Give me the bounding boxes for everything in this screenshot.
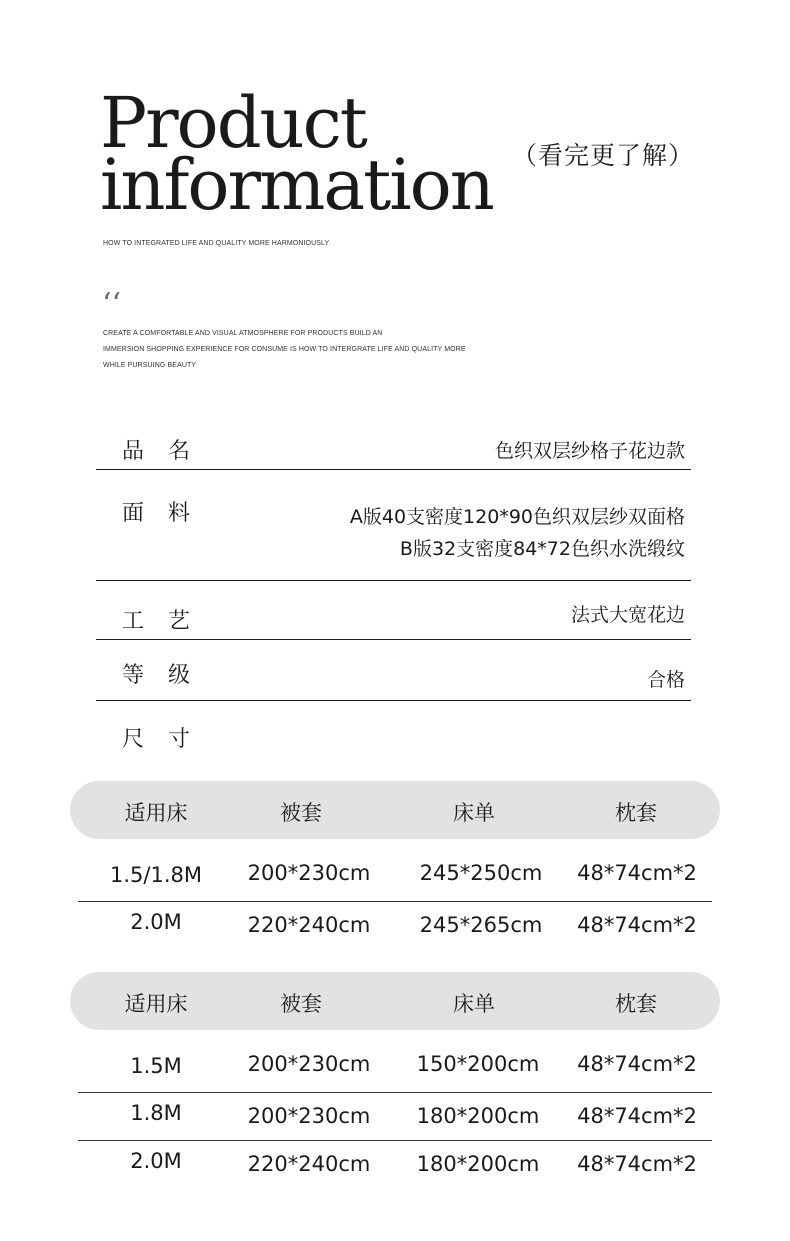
- table-cell: 2.0M: [130, 910, 182, 934]
- divider: [96, 700, 691, 701]
- spec-value-fabric-b: B版32支密度84*72色织水洗缎纹: [399, 538, 685, 560]
- spec-label-craft: 工艺: [122, 609, 215, 634]
- quote-mark-icon: ‘‘: [102, 287, 122, 322]
- spec-label-grade: 等级: [122, 663, 215, 688]
- description-line-3: WHILE PURSUING BEAUTY: [103, 362, 197, 369]
- table-cell: 48*74cm*2: [577, 1152, 697, 1176]
- table-cell: 150*200cm: [416, 1052, 540, 1076]
- table-header-bed: 适用床: [124, 801, 188, 825]
- table-cell: 220*240cm: [247, 1152, 371, 1176]
- table-cell: 48*74cm*2: [577, 913, 697, 937]
- table-header-duvet: 被套: [280, 801, 322, 825]
- table-header-pillowcase: 枕套: [615, 992, 657, 1016]
- table-cell: 48*74cm*2: [577, 1052, 697, 1076]
- table-cell: 1.8M: [130, 1101, 182, 1125]
- spec-value-name: 色织双层纱格子花边款: [494, 440, 685, 462]
- description-line-1: CREATE A COMFORTABLE AND VISUAL ATMOSPHERE FOR PRODUCTS BUILD AN: [103, 330, 383, 337]
- tagline: HOW TO INTEGRATED LIFE AND QUALITY MORE HARMONIOUSLY: [103, 240, 330, 247]
- row-divider: [78, 901, 712, 902]
- divider: [96, 639, 691, 640]
- table-cell: 200*230cm: [247, 1104, 371, 1128]
- table-header-sheet: 床单: [453, 801, 495, 825]
- table-cell: 48*74cm*2: [577, 861, 697, 885]
- spec-value-grade: 合格: [646, 669, 685, 691]
- row-divider: [78, 1140, 712, 1141]
- spec-label-fabric: 面料: [122, 501, 215, 526]
- table-header-pillowcase: 枕套: [615, 801, 657, 825]
- table-cell: 1.5/1.8M: [110, 863, 202, 887]
- table-header-bed: 适用床: [124, 992, 188, 1016]
- table-cell: 200*230cm: [247, 1052, 371, 1076]
- table-cell: 180*200cm: [416, 1104, 540, 1128]
- table-cell: 48*74cm*2: [577, 1104, 697, 1128]
- table-cell: 2.0M: [130, 1149, 182, 1173]
- title-line-1: Product: [100, 82, 366, 164]
- description-line-2: IMMERSION SHOPPING EXPERIENCE FOR CONSUME IS HOW TO INTERGRATE LIFE AND QUALITY MORE: [103, 346, 466, 353]
- divider: [96, 469, 691, 470]
- table-cell: 180*200cm: [416, 1152, 540, 1176]
- divider: [96, 580, 691, 581]
- table-cell: 245*250cm: [419, 861, 543, 885]
- table-cell: 245*265cm: [419, 913, 543, 937]
- table-header-duvet: 被套: [280, 992, 322, 1016]
- spec-value-craft: 法式大宽花边: [570, 604, 685, 626]
- spec-value-fabric-a: A版40支密度120*90色织双层纱双面格: [349, 506, 685, 528]
- learn-more-text: （看完更了解）: [512, 141, 695, 170]
- table-cell: 200*230cm: [247, 861, 371, 885]
- spec-label-name: 品名: [122, 439, 215, 464]
- title-line-2: information: [100, 144, 493, 226]
- spec-label-size: 尺寸: [122, 727, 215, 752]
- table-cell: 1.5M: [130, 1054, 182, 1078]
- table-header-sheet: 床单: [453, 992, 495, 1016]
- row-divider: [78, 1092, 712, 1093]
- table-cell: 220*240cm: [247, 913, 371, 937]
